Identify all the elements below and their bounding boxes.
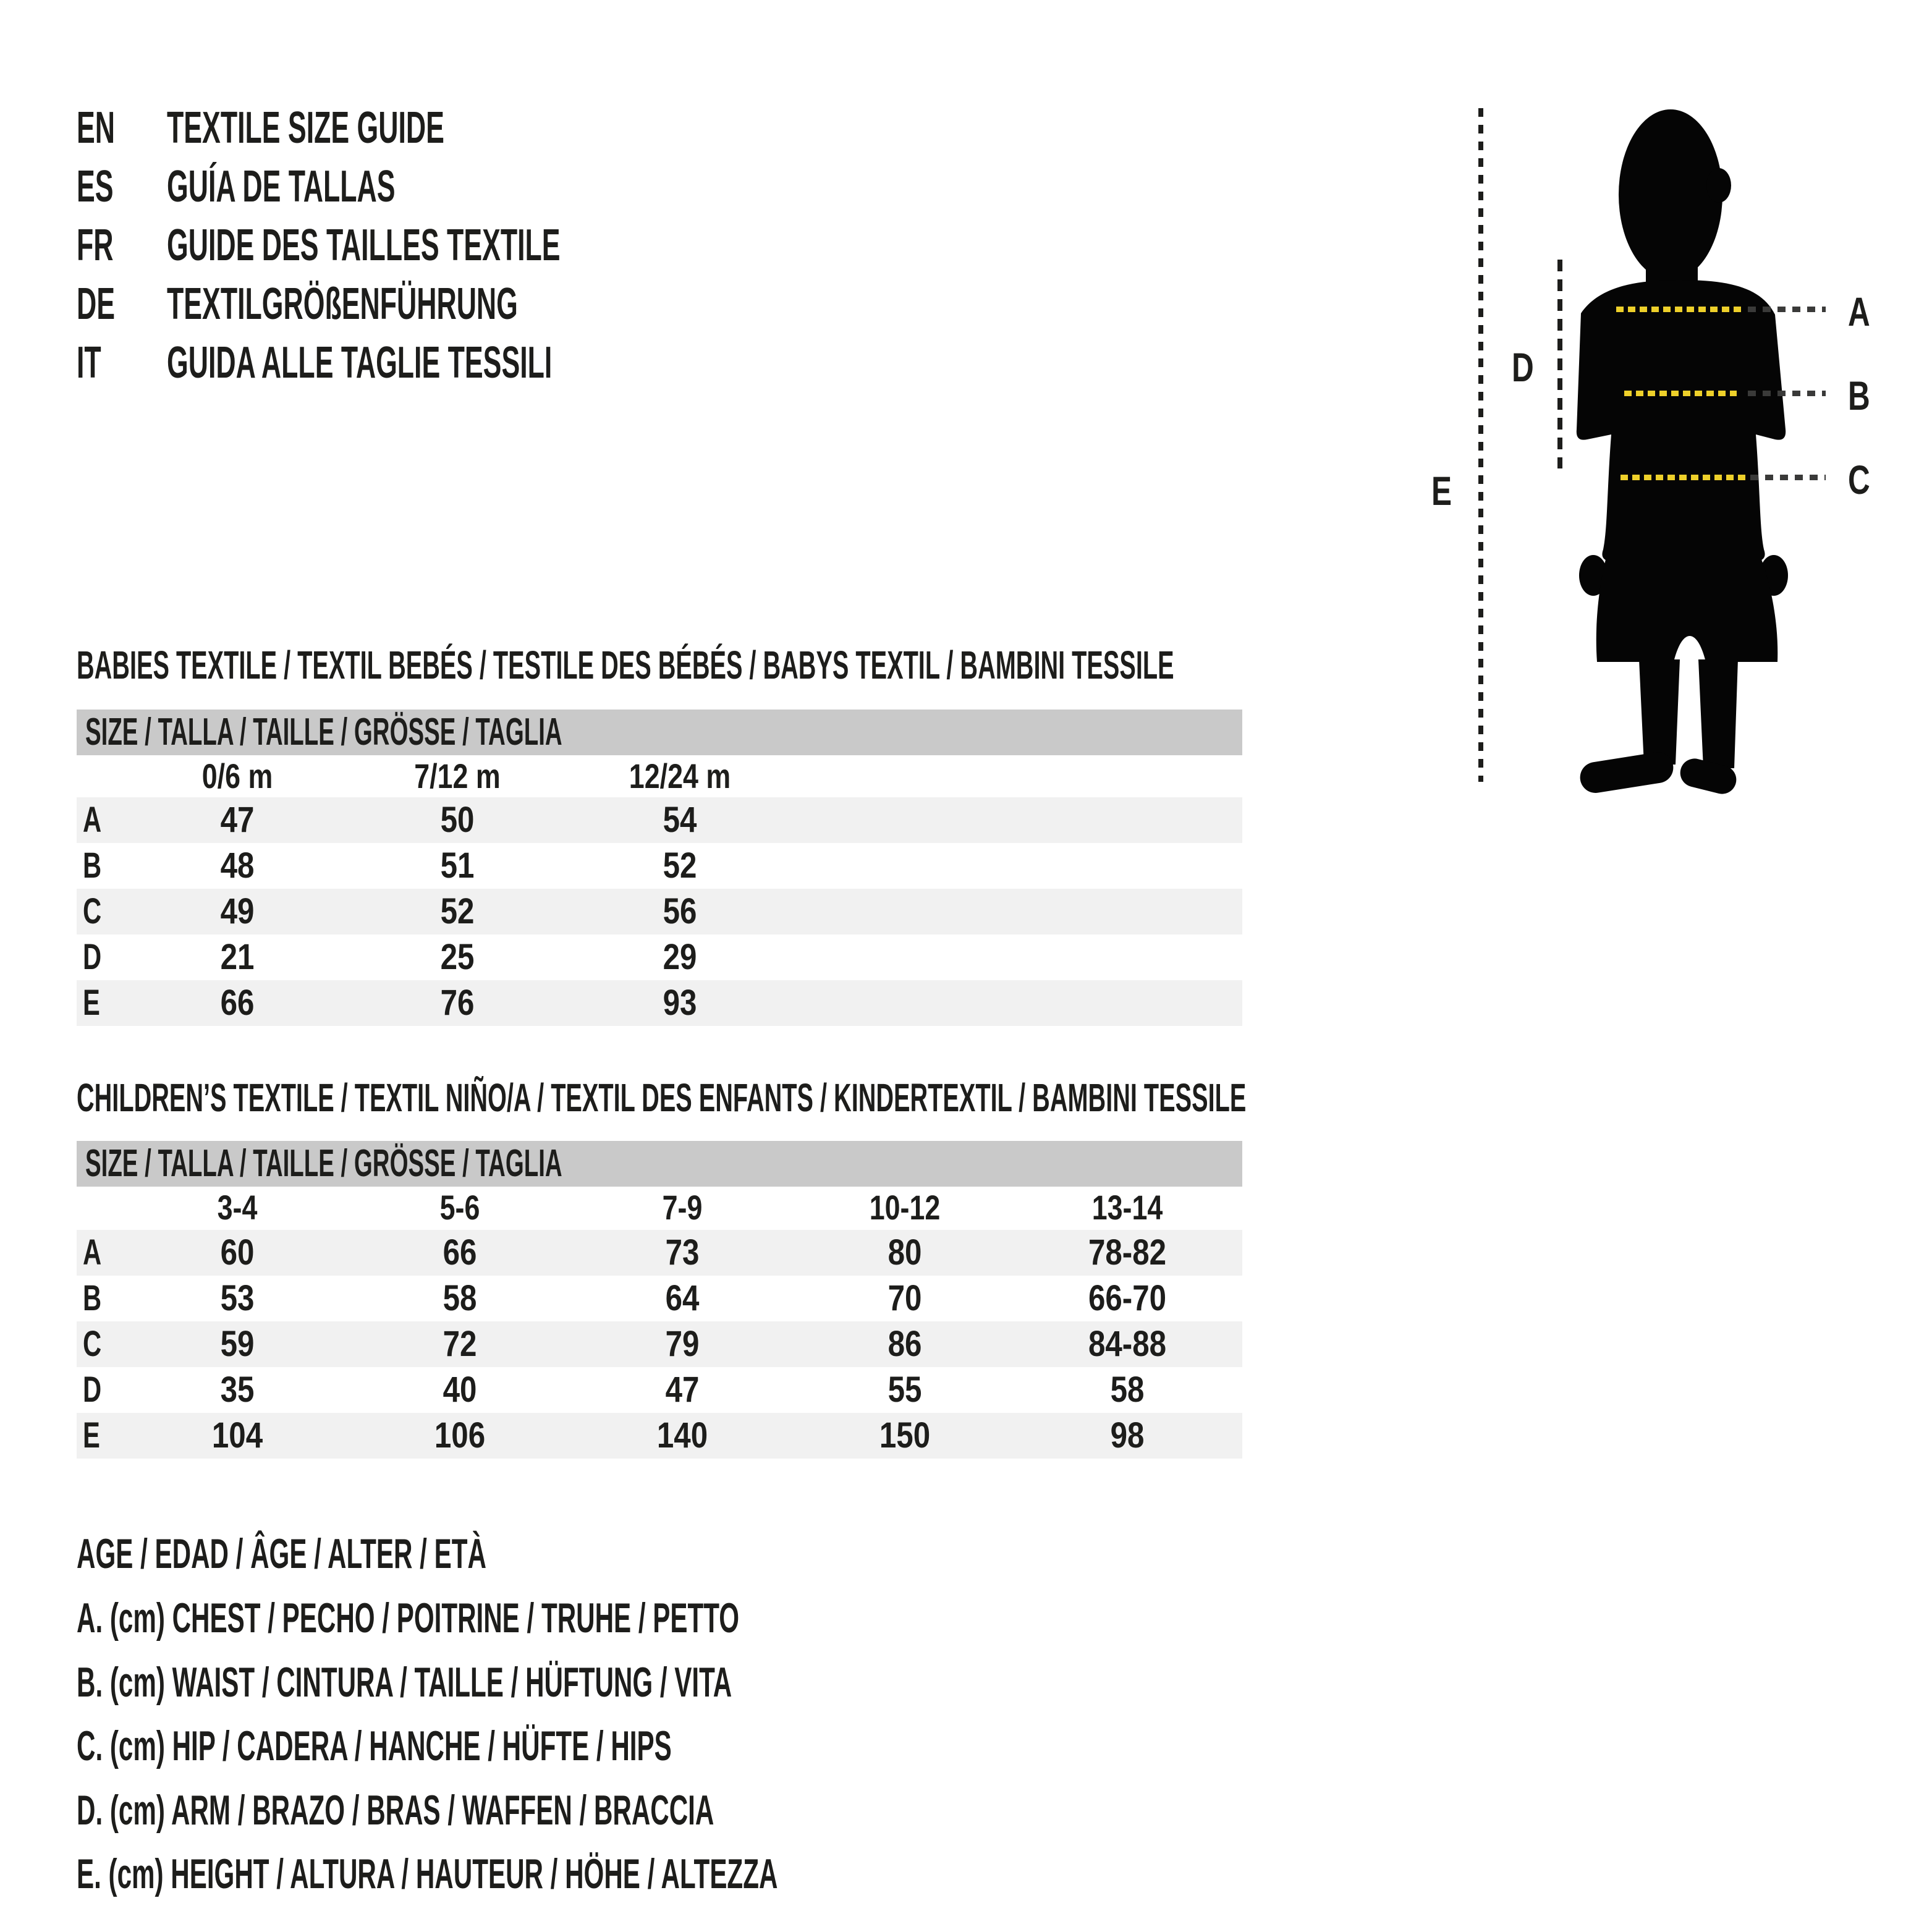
label-a-chest: A	[1848, 289, 1870, 334]
cell: 56	[663, 891, 697, 931]
cell: 84-88	[1088, 1324, 1167, 1364]
cell: 40	[443, 1370, 477, 1410]
label-e-height: E	[1431, 468, 1452, 514]
row-label: B	[83, 1278, 102, 1318]
child-silhouette	[1575, 108, 1788, 794]
cell: 52	[663, 845, 697, 886]
cell: 98	[1110, 1415, 1145, 1455]
babies-column-headers	[77, 755, 1242, 797]
legend-chest: A. (cm) CHEST / PECHO / POITRINE / TRUHE / PETTO	[77, 1595, 740, 1642]
label-c-hip: C	[1848, 457, 1870, 502]
cell: 29	[663, 937, 697, 977]
cell: 72	[443, 1324, 477, 1364]
cell: 58	[443, 1278, 477, 1318]
lang-code-en: EN	[77, 103, 116, 153]
table-row	[77, 1276, 1242, 1321]
lang-code-es: ES	[77, 162, 114, 211]
row-label: E	[83, 1415, 100, 1455]
babies-size-header-bar	[77, 710, 1242, 755]
legend-height: E. (cm) HEIGHT / ALTURA / HAUTEUR / HÖHE / ALTEZZA	[77, 1850, 778, 1897]
cell: 59	[220, 1324, 255, 1364]
lang-title-en: TEXTILE SIZE GUIDE	[167, 103, 444, 153]
arm-measure-line-d	[1557, 260, 1562, 468]
lang-code-fr: FR	[77, 221, 114, 270]
hip-line-dark	[1750, 475, 1826, 480]
cell: 80	[888, 1232, 922, 1273]
row-label: D	[83, 937, 102, 977]
cell: 64	[665, 1278, 700, 1318]
cell: 53	[220, 1278, 255, 1318]
lang-title-es: GUÍA DE TALLAS	[167, 162, 396, 211]
children-col-3-4: 3-4	[217, 1188, 258, 1227]
cell: 66-70	[1088, 1278, 1167, 1318]
table-row	[77, 889, 1242, 934]
table-row	[77, 1321, 1242, 1367]
cell: 66	[220, 983, 255, 1023]
cell: 47	[220, 800, 255, 840]
cell: 50	[440, 800, 475, 840]
babies-heading: BABIES TEXTILE / TEXTIL BEBÉS / TESTILE DES BÉBÉS / BABYS TEXTIL / BAMBINI TESSILE	[77, 643, 1174, 687]
cell: 70	[888, 1278, 922, 1318]
row-label: C	[83, 1324, 102, 1364]
cell: 66	[443, 1232, 477, 1273]
table-row	[77, 1230, 1242, 1276]
table-row	[77, 797, 1242, 843]
cell: 78-82	[1088, 1232, 1167, 1273]
row-label: A	[83, 1232, 102, 1273]
cell: 25	[440, 937, 475, 977]
legend-arm: D. (cm) ARM / BRAZO / BRAS / WAFFEN / BRACCIA	[77, 1787, 714, 1834]
cell: 140	[656, 1415, 708, 1455]
babies-col-7-12m: 7/12 m	[414, 756, 501, 795]
cell: 48	[220, 845, 255, 886]
table-row	[77, 1367, 1242, 1413]
cell: 73	[665, 1232, 700, 1273]
row-label: B	[83, 845, 102, 886]
cell: 86	[888, 1324, 922, 1364]
cell: 60	[220, 1232, 255, 1273]
row-label: D	[83, 1370, 102, 1410]
lang-code-de: DE	[77, 279, 116, 329]
lang-title-de: TEXTILGRÖßENFÜHRUNG	[167, 279, 518, 329]
babies-col-0-6m: 0/6 m	[201, 756, 273, 795]
children-col-5-6: 5-6	[439, 1188, 480, 1227]
chest-line-yellow	[1616, 307, 1741, 312]
cell: 49	[220, 891, 255, 931]
lang-title-it: GUIDA ALLE TAGLIE TESSILI	[167, 338, 553, 388]
children-size-header-bar	[77, 1141, 1242, 1187]
waist-line-yellow	[1624, 391, 1737, 396]
lang-code-it: IT	[77, 338, 101, 388]
cell: 104	[211, 1415, 263, 1455]
cell: 35	[220, 1370, 255, 1410]
children-col-10-12: 10-12	[869, 1188, 941, 1227]
table-row	[77, 980, 1242, 1026]
label-b-waist: B	[1848, 373, 1870, 418]
hip-line-yellow	[1621, 475, 1748, 480]
cell: 76	[440, 983, 475, 1023]
cell: 55	[888, 1370, 922, 1410]
cell: 54	[663, 800, 697, 840]
label-d-arm: D	[1512, 344, 1534, 390]
children-col-7-9: 7-9	[662, 1188, 703, 1227]
lang-title-fr: GUIDE DES TAILLES TEXTILE	[167, 221, 561, 270]
children-heading: CHILDREN’S TEXTILE / TEXTIL NIÑO/A / TEXTIL DES ENFANTS / KINDERTEXTIL / BAMBINI TESSILE	[77, 1075, 1247, 1120]
legend-age: AGE / EDAD / ÂGE / ALTER / ETÀ	[77, 1530, 486, 1577]
row-label: C	[83, 891, 102, 931]
legend-waist: B. (cm) WAIST / CINTURA / TAILLE / HÜFTUNG / VITA	[77, 1659, 732, 1706]
row-label: E	[83, 983, 100, 1023]
cell: 51	[440, 845, 475, 886]
cell: 93	[663, 983, 697, 1023]
table-row	[77, 843, 1242, 889]
chest-line-dark	[1748, 307, 1826, 312]
babies-col-12-24m: 12/24 m	[629, 756, 731, 795]
cell: 47	[665, 1370, 700, 1410]
cell: 58	[1110, 1370, 1145, 1410]
cell: 150	[879, 1415, 931, 1455]
children-column-headers	[77, 1187, 1242, 1229]
row-label: A	[83, 800, 102, 840]
cell: 21	[220, 937, 255, 977]
waist-line-dark	[1748, 391, 1826, 396]
table-row	[77, 934, 1242, 980]
cell: 52	[440, 891, 475, 931]
cell: 79	[665, 1324, 700, 1364]
legend-hip: C. (cm) HIP / CADERA / HANCHE / HÜFTE / HIPS	[77, 1722, 672, 1769]
cell: 106	[434, 1415, 486, 1455]
babies-size-header: SIZE / TALLA / TAILLE / GRÖSSE / TAGLIA	[85, 711, 562, 753]
children-size-header: SIZE / TALLA / TAILLE / GRÖSSE / TAGLIA	[85, 1142, 562, 1185]
table-row	[77, 1413, 1242, 1459]
children-col-13-14: 13-14	[1091, 1188, 1163, 1227]
